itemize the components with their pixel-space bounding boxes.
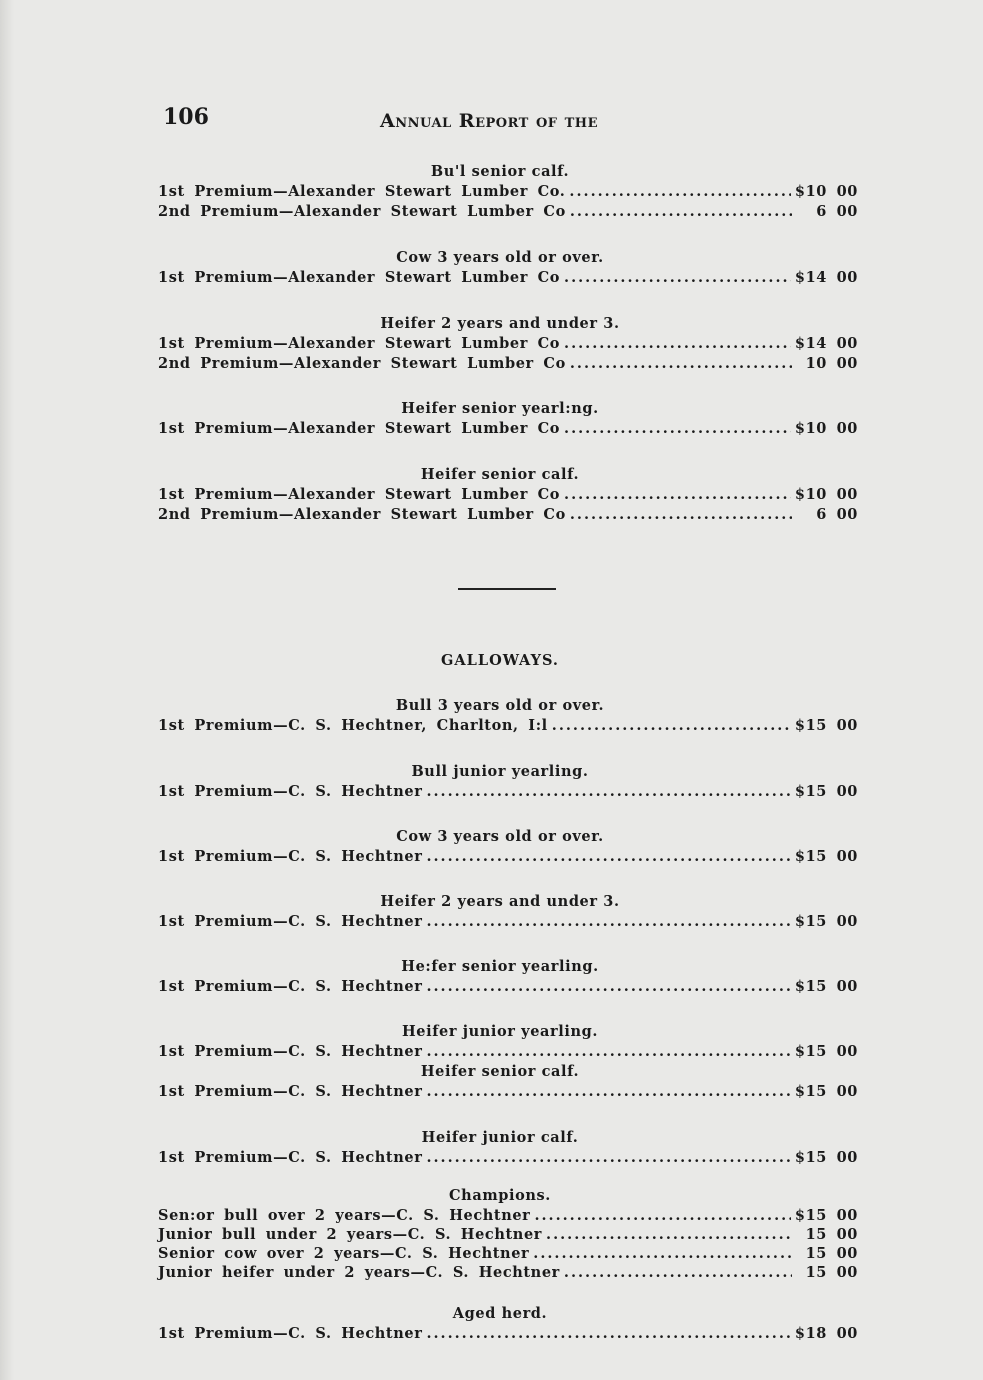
premium-amount: $15 00 [794,1043,858,1060]
premium-amount: 15 00 [805,1264,858,1281]
premium-label: 1st Premium—C. S. Hechtner [158,978,423,995]
premium-amount: $10 00 [794,183,858,200]
page-number: 106 [163,104,209,130]
premium-amount: 15 00 [805,1245,858,1262]
premium-row [158,355,858,375]
premium-row [158,1245,858,1265]
section-divider [458,588,556,590]
block-heading: Aged herd. [452,1305,548,1322]
premium-amount: 10 00 [805,355,858,372]
page-gutter [0,0,14,1380]
premium-row [158,203,858,223]
premium-row [158,848,858,868]
premium-label: 1st Premium—C. S. Hechtner [158,848,423,865]
premium-row [158,269,858,289]
premium-row [158,1325,858,1345]
premium-amount: $15 00 [794,978,858,995]
block-heading: Heifer senior calf. [420,466,580,483]
premium-amount: $15 00 [794,783,858,800]
block-heading: Heifer 2 years and under 3. [380,893,620,910]
premium-amount: $15 00 [794,913,858,930]
premium-label: 1st Premium—Alexander Stewart Lumber Co [158,486,561,503]
premium-row [158,1226,858,1246]
premium-amount: $15 00 [794,1149,858,1166]
block-heading: Bu'l senior calf. [430,163,570,180]
premium-amount: $10 00 [794,420,858,437]
premium-label: Junior bull under 2 years—C. S. Hechtner [158,1226,543,1243]
premium-label: 1st Premium—C. S. Hechtner [158,1325,423,1342]
premium-row [158,717,858,737]
block-heading: Cow 3 years old or over. [396,828,604,845]
premium-label: 1st Premium—C. S. Hechtner [158,783,423,800]
premium-label: 1st Premium—Alexander Stewart Lumber Co [158,420,561,437]
page-header [163,104,863,134]
premium-label: Junior heifer under 2 years—C. S. Hechtner [158,1264,560,1281]
block-heading: Heifer 2 years and under 3. [380,315,620,332]
premium-label: 1st Premium—Alexander Stewart Lumber Co. [158,183,566,200]
premium-row [158,506,858,526]
premium-row [158,335,858,355]
premium-label: 1st Premium—Alexander Stewart Lumber Co [158,335,561,352]
premium-amount: $15 00 [794,1207,858,1224]
premium-label: 1st Premium—C. S. Hechtner, Charlton, I:l [158,717,548,734]
block-heading: Champions. [449,1187,551,1204]
premium-row [158,1043,858,1063]
running-title: Annual Report of the [380,110,598,132]
premium-row [158,183,858,203]
premium-label: 2nd Premium—Alexander Stewart Lumber Co [158,506,566,523]
premium-amount: $15 00 [794,1083,858,1100]
premium-amount: $18 00 [794,1325,858,1342]
premium-label: 1st Premium—C. S. Hechtner [158,913,423,930]
premium-row [158,420,858,440]
block-heading: Bull 3 years old or over. [395,697,605,714]
premium-row [158,486,858,506]
block-heading: Cow 3 years old or over. [396,249,604,266]
section-title: GALLOWAYS. [441,652,559,669]
premium-amount: 6 00 [816,203,858,220]
block-heading: Heifer junior calf. [421,1129,579,1146]
premium-row [158,913,858,933]
block-heading: He:fer senior yearling. [401,958,599,975]
premium-row [158,1083,858,1103]
block-heading: Bull junior yearling. [411,763,589,780]
premium-label: 1st Premium—C. S. Hechtner [158,1083,423,1100]
premium-row [158,1149,858,1169]
premium-label: 2nd Premium—Alexander Stewart Lumber Co [158,203,566,220]
premium-row [158,1207,858,1227]
premium-amount: $15 00 [794,717,858,734]
premium-amount: 6 00 [816,506,858,523]
premium-row [158,978,858,998]
premium-amount: $10 00 [794,486,858,503]
premium-row [158,783,858,803]
premium-amount: $14 00 [794,335,858,352]
premium-amount: $14 00 [794,269,858,286]
premium-label: 1st Premium—C. S. Hechtner [158,1043,423,1060]
premium-amount: 15 00 [805,1226,858,1243]
premium-label: 1st Premium—Alexander Stewart Lumber Co [158,269,561,286]
premium-row [158,1264,858,1284]
premium-amount: $15 00 [794,848,858,865]
premium-label: Sen:or bull over 2 years—C. S. Hechtner [158,1207,531,1224]
premium-label: 1st Premium—C. S. Hechtner [158,1149,423,1166]
block-heading: Heifer senior yearl:ng. [401,400,599,417]
premium-label: 2nd Premium—Alexander Stewart Lumber Co [158,355,566,372]
premium-label: Senior cow over 2 years—C. S. Hechtner [158,1245,530,1262]
block-heading: Heifer junior yearling. [401,1023,598,1040]
block-heading: Heifer senior calf. [420,1063,580,1080]
